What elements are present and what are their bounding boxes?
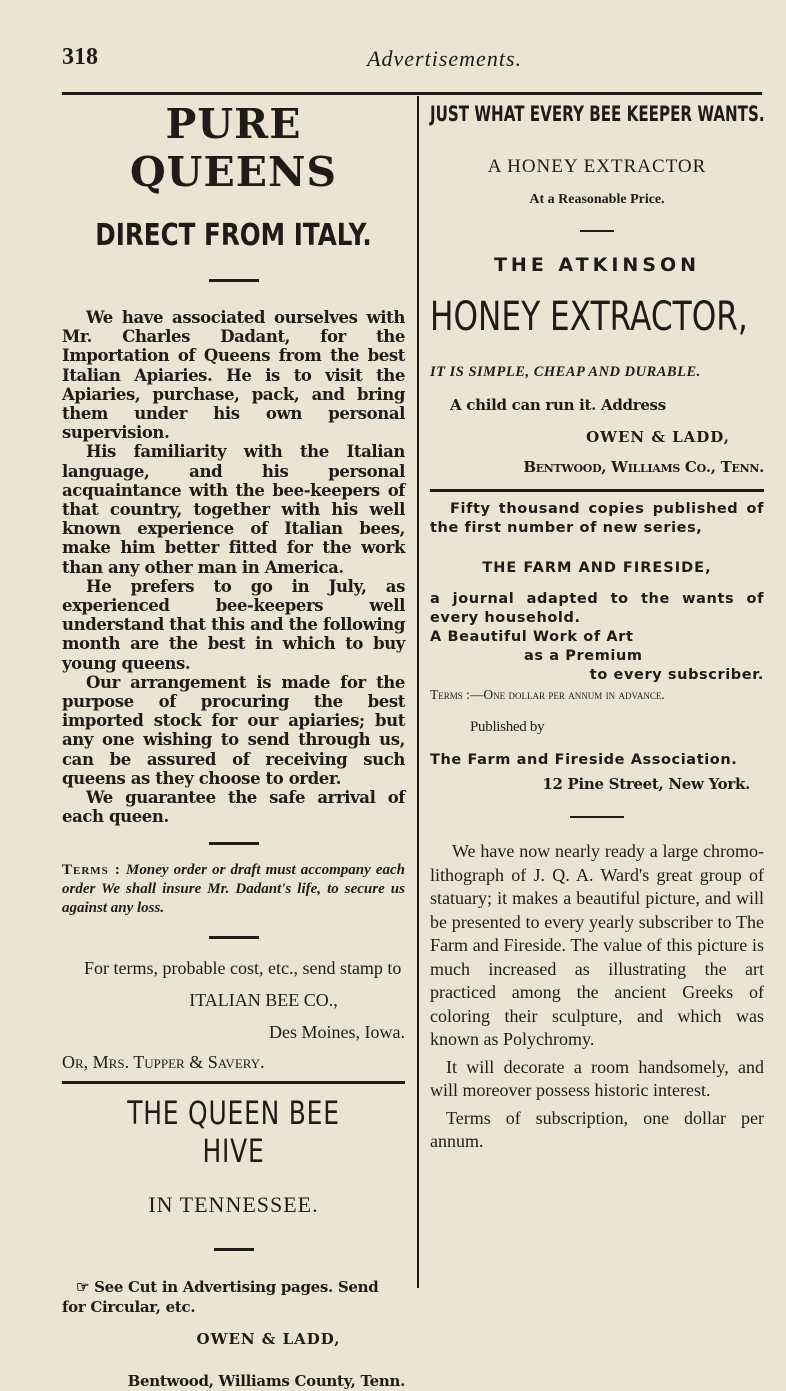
farm-terms-line: Terms :—One dollar per annum in advance. (430, 687, 665, 702)
subscription-paragraph: Terms of subscription, one dollar per annum. (430, 1107, 764, 1151)
column-divider (417, 96, 419, 1288)
fifty-thousand-text: Fifty thousand copies published of the first number of new series, (430, 501, 764, 536)
terms-block (62, 861, 405, 918)
left-column (62, 98, 405, 1391)
separator-dash (209, 279, 259, 282)
ad-subtitle-direct-from-italy: DIRECT FROM ITALY. (95, 218, 372, 253)
firm-address: Bentwood, Williams Co., Tenn. (523, 458, 764, 476)
top-rule (62, 92, 762, 95)
hive-company: OWEN & LADD, (196, 1330, 341, 1349)
hive-ad-text-body: See Cut in Advertising pages. Send for Circular, etc. (62, 1278, 379, 1317)
paragraph: He prefers to go in July, as experienced bee-keepers well understand that this and the following month are the best in which to buy young queens. (62, 576, 405, 673)
beautiful-work-line: A Beautiful Work of Art (430, 629, 634, 645)
separator-dash (209, 936, 259, 939)
ad-title-queen-bee-hive: THE QUEEN BEE HIVE (127, 1094, 340, 1171)
brand-atkinson: THE ATKINSON (493, 254, 701, 276)
association-address: 12 Pine Street, New York. (542, 775, 750, 793)
separator-dash (570, 816, 624, 818)
price-line: At a Reasonable Price. (529, 192, 665, 207)
tagline: IT IS SIMPLE, CHEAP AND DURABLE. (430, 364, 701, 380)
company-location: Des Moines, Iowa. (269, 1022, 405, 1043)
ad-subtitle-tennessee: IN TENNESSEE. (148, 1192, 319, 1218)
queens-ad-body (62, 308, 405, 826)
paragraph: Our arrangement is made for the purpose of procuring the best imported stock for our apiaries; but any one wishing to send through us, can be assured of receiving such queens as they choose to order. (62, 672, 405, 788)
running-title: Advertisements. (367, 46, 522, 71)
subscriber-line: to every subscriber. (589, 667, 764, 683)
pointing-hand-icon: ☞ (76, 1278, 90, 1297)
decorate-paragraph: It will decorate a room handsomely, and will moreover possess historic interest. (430, 1056, 764, 1100)
terms-text: Money order or draft must accompany each order We shall insure Mr. Dadant's life, to secure us against any loss. (62, 862, 406, 917)
right-column (430, 98, 764, 1154)
paragraph: We guarantee the safe arrival of each queen. (62, 788, 405, 827)
alt-contact: Or, Mrs. Tupper & Savery. (62, 1052, 265, 1073)
send-stamp-text: For terms, probable cost, etc., send stamp to (84, 958, 402, 979)
section-rule (430, 489, 764, 492)
paragraph: We have associated ourselves with Mr. Charles Dadant, for the Importation of Queens from the best Italian Apiaries. He is to visit the Apiaries, purchase, pack, and bring them under his own personal supervision. (62, 308, 405, 443)
published-by: Published by (470, 719, 545, 735)
page-number: 318 (62, 44, 98, 70)
hive-address: Bentwood, Williams County, Tenn. (127, 1372, 405, 1391)
section-rule (62, 1081, 405, 1084)
ad-title-pure-queens: PURE QUEENS (129, 100, 338, 196)
association-name: The Farm and Fireside Association. (430, 752, 738, 768)
separator-dash (209, 842, 259, 845)
ad-product-honey-extractor: A HONEY EXTRACTOR (487, 156, 707, 177)
page-header (62, 44, 762, 76)
child-line: A child can run it. Address (450, 396, 666, 414)
farm-fireside-title: THE FARM AND FIRESIDE, (482, 560, 712, 576)
company-name: ITALIAN BEE CO., (189, 990, 338, 1011)
terms-label: Terms : (62, 862, 121, 879)
paragraph: His familiarity with the Italian language, and his personal acquaintance with the bee-keepers of that country, together with his well known experience of Italian bees, make him better fitted for the work than any other man in America. (62, 442, 405, 577)
firm-name: OWEN & LADD, (586, 428, 730, 446)
brand-product-honey-extractor: HONEY EXTRACTOR, (430, 294, 748, 340)
ad-headline-just-what: JUST WHAT EVERY BEE KEEPER WANTS. (430, 102, 765, 126)
journal-line: a journal adapted to the wants of every household. (430, 591, 764, 626)
separator-dash (580, 230, 614, 232)
chromo-paragraph: We have now nearly ready a large chromo-lithograph of J. Q. A. Ward's great group of statuary; it makes a beautiful picture, and will be presented to every yearly subscriber to The Farm and Fireside. The value of this picture is much increased as illustrating the art practiced among the ancient Greeks of coloring their sculpture, and which was known as Polychromy. (430, 841, 764, 1049)
premium-line: as a Premium (524, 648, 643, 664)
hive-ad-text (62, 1277, 405, 1317)
separator-dash (214, 1248, 254, 1251)
